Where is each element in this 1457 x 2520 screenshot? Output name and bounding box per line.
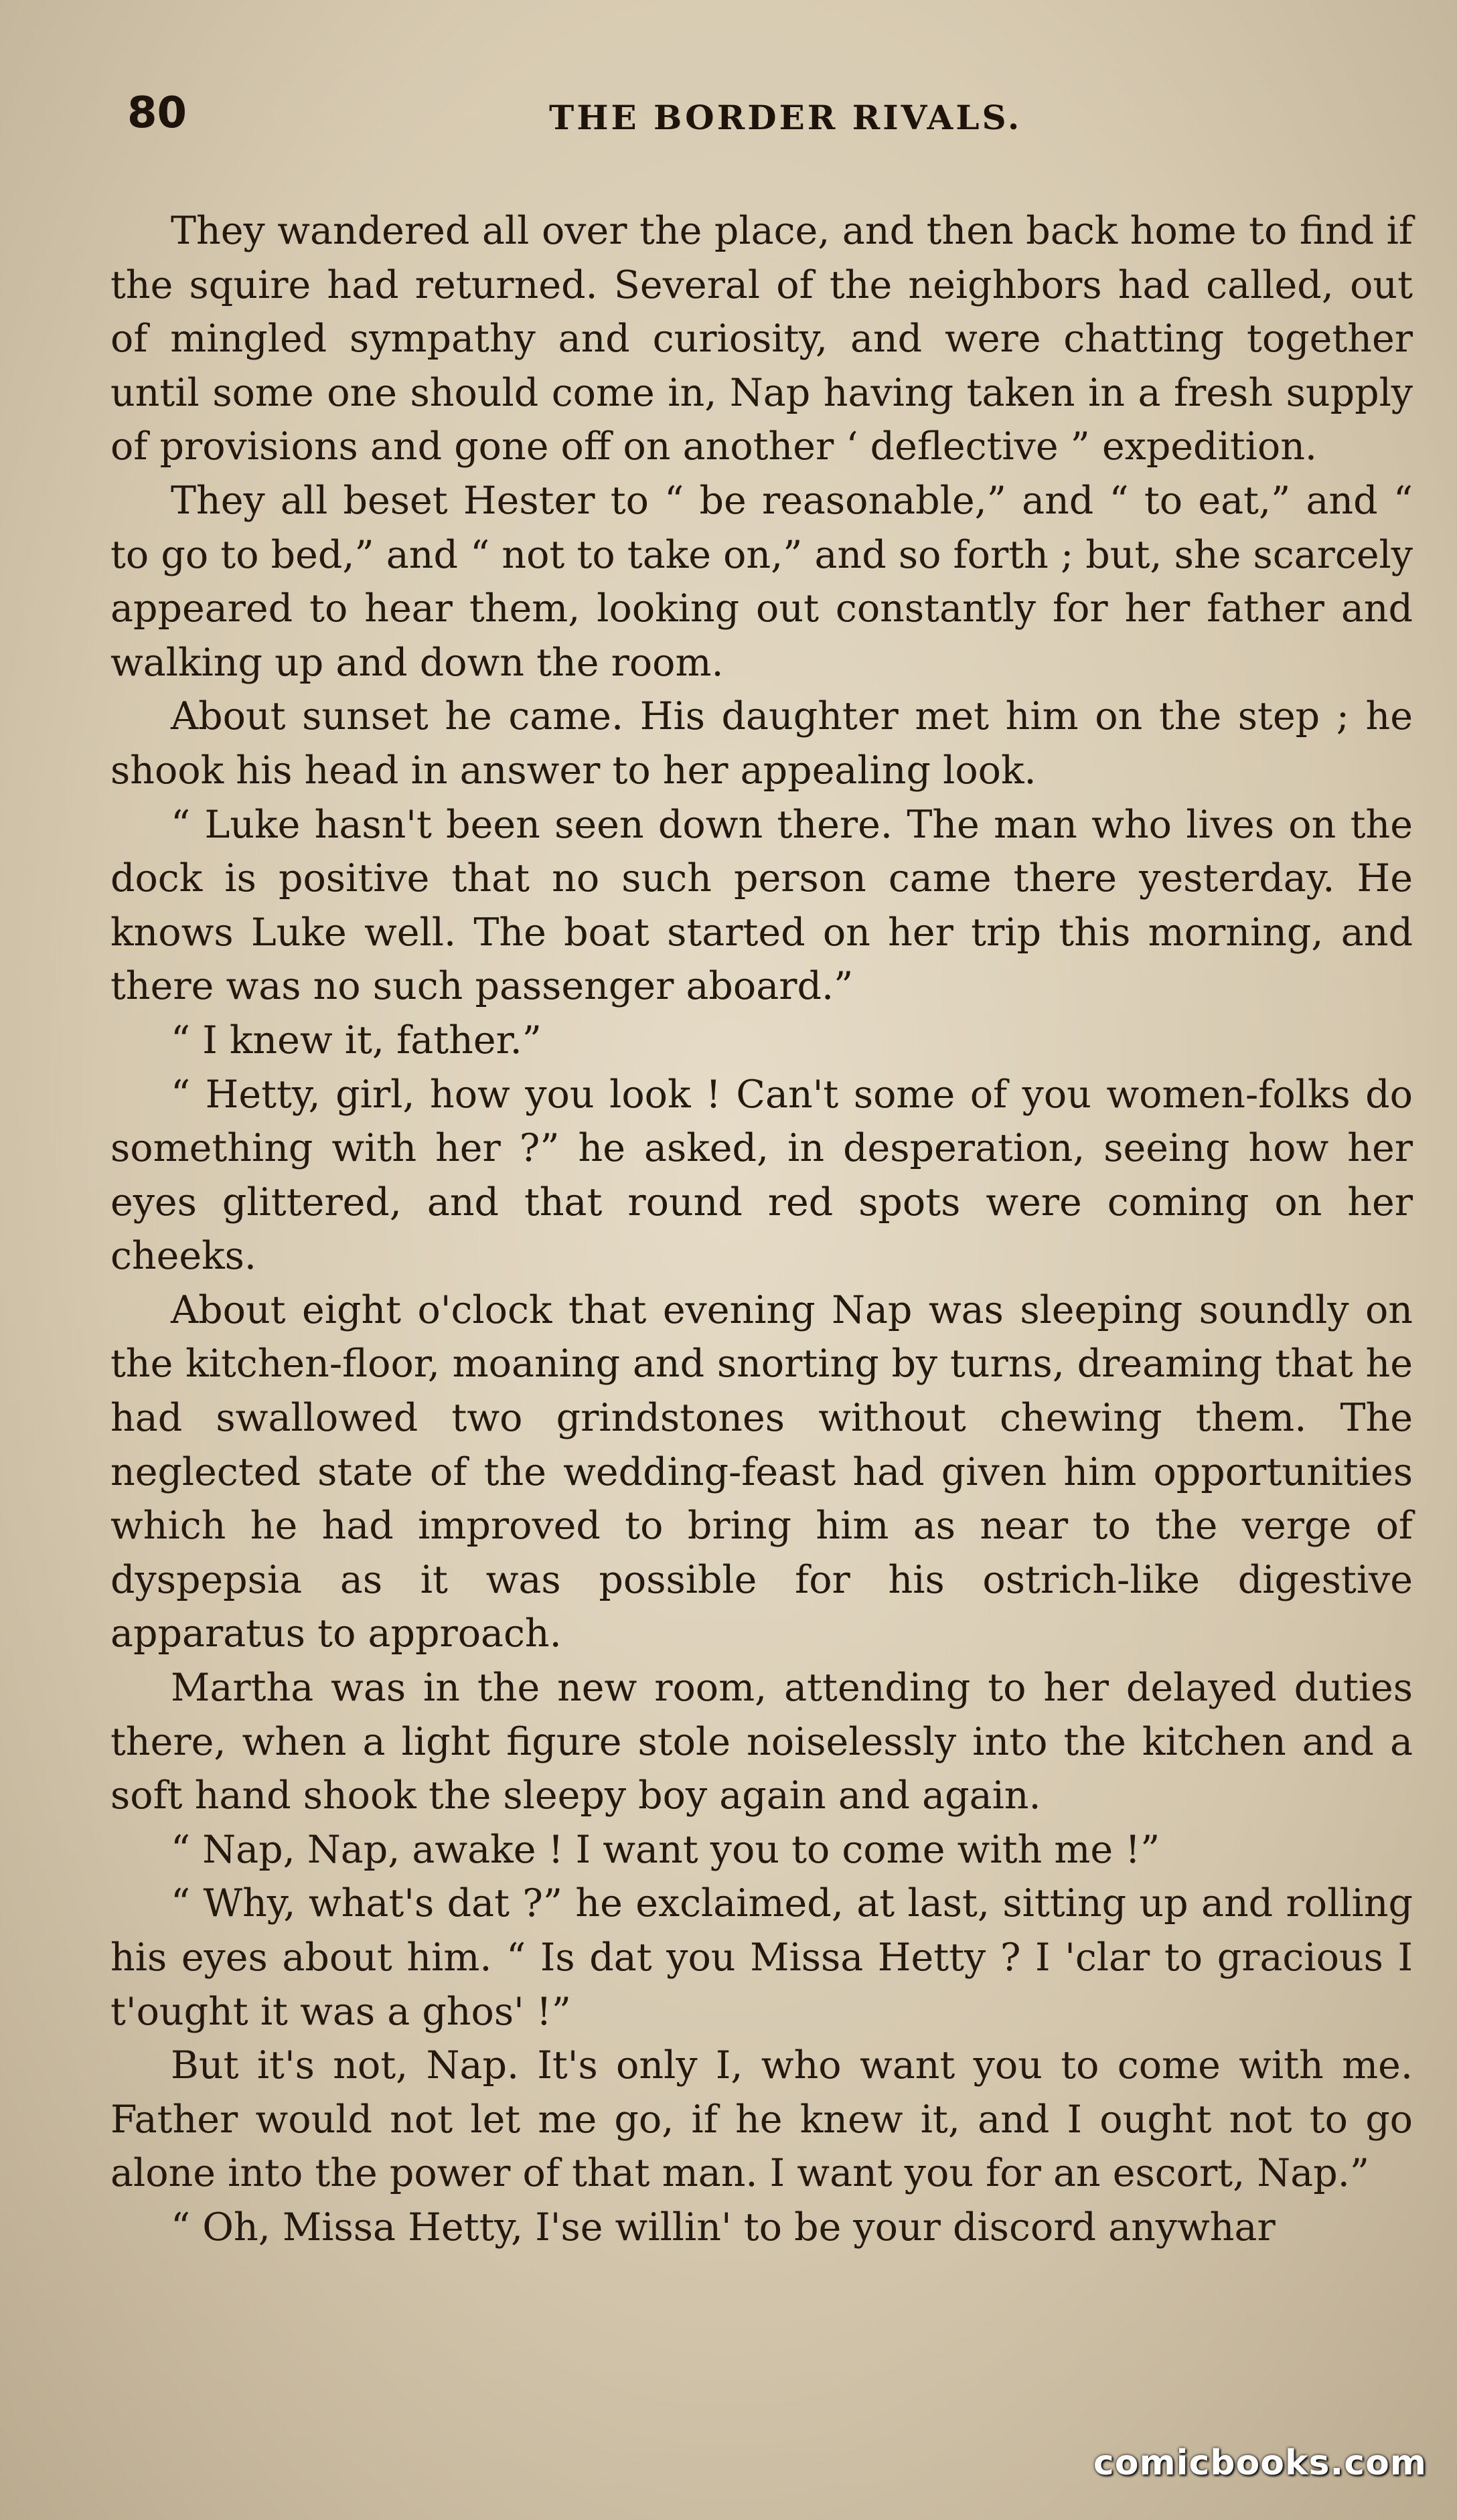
paragraph: About eight o'clock that evening Nap was sleeping soundly on the kitchen-floor, moaning and snorting by turns, dreaming that he had swallowed two grindstones without chewing them. The neglected state of the wedding-feast had given him opportunities which he had improved to bring him as near to the verge of dyspepsia as it was possible for his ostrich-like digestive apparatus to approach. bbox=[110, 1287, 1413, 1656]
paragraph: They wandered all over the place, and then back home to find if the squire had returned. Several of the neighbors had called, out of mingled sympathy and curiosity, and were chatting together until some one should come in, Nap having taken in a fresh supply of provisions and gone off on another ‘ deflective ” expedition. bbox=[110, 209, 1413, 469]
paragraph: They all beset Hester to “ be reasonable,” and “ to eat,” and “ to go to bed,” and “ not to take on,” and so forth ; but, she scarcely appeared to hear them, looking out constantly for her father and walking up and down the room. bbox=[110, 478, 1413, 685]
paragraph: “ Why, what's dat ?” he exclaimed, at last, sitting up and rolling his eyes about him. “ Is dat you Missa Hetty ? I 'clar to gracious I t'ought it was a ghos' !” bbox=[110, 1881, 1413, 2034]
paragraph: “ Luke hasn't been seen down there. The man who lives on the dock is positive that no such person came there yesterday. He knows Luke well. The boat started on her trip this morning, and there was no such passenger aboard.” bbox=[110, 802, 1413, 1009]
paragraph: “ Oh, Missa Hetty, I'se willin' to be your discord anywhar bbox=[171, 2205, 1276, 2250]
page-number: 80 bbox=[127, 88, 187, 138]
running-title: THE BORDER RIVALS. bbox=[549, 98, 1022, 137]
paragraph: But it's not, Nap. It's only I, who want you to come with me. Father would not let me go, if he knew it, and I ought not to go alone into the power of that man. I want you for an escort, Nap.” bbox=[110, 2043, 1413, 2196]
paragraph: About sunset he came. His daughter met him on the step ; he shook his head in answer to her appealing look. bbox=[110, 694, 1413, 793]
paragraph: “ Hetty, girl, how you look ! Can't some of you women-folks do something with her ?” he asked, in desperation, seeing how her eyes glittered, and that round red spots were coming on her cheeks. bbox=[110, 1072, 1413, 1279]
page-header bbox=[127, 88, 1420, 149]
paragraph: “ Nap, Nap, awake ! I want you to come with me !” bbox=[171, 1827, 1160, 1872]
body-text bbox=[110, 204, 1413, 2255]
watermark: comicbooks.com bbox=[1093, 2443, 1427, 2483]
paragraph: “ I knew it, father.” bbox=[171, 1018, 542, 1062]
paragraph: Martha was in the new room, attending to her delayed duties there, when a light figure stole noiselessly into the kitchen and a soft hand shook the sleepy boy again and again. bbox=[110, 1666, 1413, 1818]
